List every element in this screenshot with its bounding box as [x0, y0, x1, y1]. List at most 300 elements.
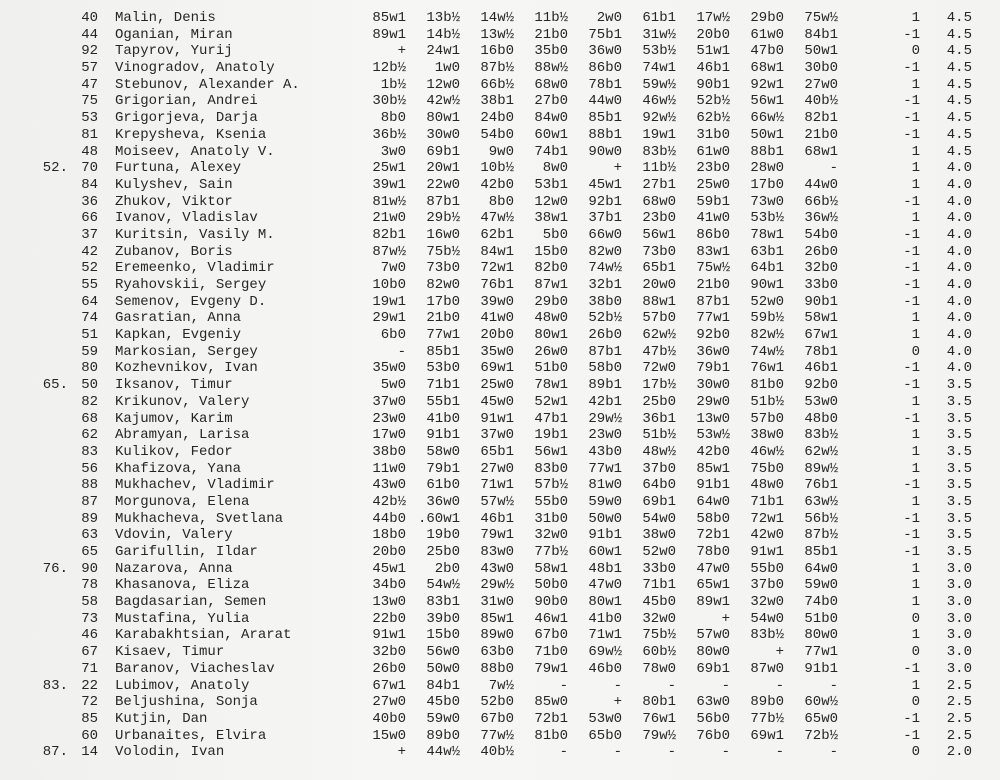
player-name: Stebunov, Alexander A. — [115, 76, 300, 93]
round-result: 87b1 — [696, 293, 730, 310]
round-result: 33b0 — [642, 560, 676, 577]
round-result: 71b1 — [750, 493, 784, 510]
player-number: 22 — [81, 677, 98, 694]
player-name: Moiseev, Anatoly V. — [115, 143, 275, 160]
points-total: 4.0 — [946, 243, 972, 260]
round-result: 40b½ — [480, 744, 514, 761]
round-result: 90w1 — [750, 277, 784, 293]
color-balance: -1 — [903, 727, 920, 744]
round-result: 90b1 — [804, 293, 838, 310]
round-result: 18b0 — [372, 527, 406, 544]
round-result: 81w0 — [588, 477, 622, 494]
round-result: 86b0 — [696, 226, 730, 243]
table-row — [0, 377, 1000, 394]
points-total: 4.0 — [946, 260, 972, 277]
round-result: 55b0 — [750, 560, 784, 577]
round-result: 36b1 — [642, 410, 676, 427]
points-total: 3.5 — [946, 527, 972, 544]
round-result: 27w0 — [372, 694, 406, 711]
round-result: 87w½ — [372, 243, 406, 260]
round-result: 45w1 — [372, 560, 406, 577]
round-result: 53b½ — [750, 210, 784, 227]
table-row — [0, 477, 1000, 494]
round-result: 66b½ — [480, 76, 514, 93]
round-result: - — [721, 677, 730, 694]
color-balance: 1 — [911, 210, 920, 227]
round-result: 81b0 — [534, 727, 568, 744]
round-result: 83b½ — [642, 143, 676, 160]
round-result: 19w1 — [372, 293, 406, 310]
round-result: 43w0 — [480, 560, 514, 577]
round-result: 83w1 — [696, 243, 730, 260]
round-result: 47w0 — [696, 560, 730, 577]
color-balance: 0 — [911, 744, 920, 761]
round-result: 78b1 — [804, 343, 838, 360]
color-balance: -1 — [903, 410, 920, 427]
round-result: 67w1 — [372, 677, 406, 694]
round-result: 37w0 — [480, 427, 514, 444]
round-result: 29b0 — [750, 10, 784, 26]
table-row — [0, 694, 1000, 711]
round-result: 91w1 — [480, 410, 514, 427]
round-result: + — [397, 744, 406, 761]
round-result: 52w0 — [642, 544, 676, 560]
round-result: 87w0 — [750, 660, 784, 677]
round-result: - — [613, 744, 622, 761]
round-result: 78w0 — [642, 660, 676, 677]
player-name: Morgunova, Elena — [115, 493, 250, 510]
points-total: 4.5 — [946, 26, 972, 43]
round-result: 23b0 — [696, 160, 730, 177]
points-total: 4.0 — [946, 193, 972, 210]
player-name: Garifullin, Ildar — [115, 544, 258, 560]
color-balance: 1 — [911, 310, 920, 327]
color-balance: -1 — [903, 544, 920, 560]
round-result: 54w0 — [642, 510, 676, 527]
player-name: Kapkan, Evgeniy — [115, 327, 242, 344]
table-row — [0, 327, 1000, 344]
place-number: 65. — [42, 377, 68, 394]
player-number: 66 — [81, 210, 98, 227]
round-result: .60w1 — [417, 510, 460, 527]
player-number: 46 — [81, 627, 98, 644]
table-row — [0, 711, 1000, 728]
color-balance: -1 — [903, 93, 920, 110]
player-name: Grigorjeva, Darja — [115, 110, 258, 127]
round-result: 26w0 — [534, 343, 568, 360]
player-number: 36 — [81, 193, 98, 210]
round-result: 39w0 — [480, 293, 514, 310]
color-balance: -1 — [903, 26, 920, 43]
round-result: 51b½ — [750, 393, 784, 410]
round-result: 47w½ — [480, 210, 514, 227]
round-result: 67b0 — [534, 627, 568, 644]
round-result: 57b0 — [750, 410, 784, 427]
round-result: 72b½ — [804, 727, 838, 744]
player-name: Khasanova, Eliza — [115, 577, 250, 594]
points-total: 3.0 — [946, 577, 972, 594]
round-result: 67b0 — [480, 710, 514, 727]
round-result: 77w1 — [426, 327, 460, 344]
round-result: - — [559, 677, 568, 694]
round-result: 47b1 — [534, 410, 568, 427]
player-number: 52 — [81, 260, 98, 277]
round-result: 61b1 — [642, 10, 676, 26]
round-result: 89b1 — [588, 377, 622, 394]
table-row — [0, 678, 1000, 695]
round-result: 78w1 — [750, 226, 784, 243]
round-result: 45b0 — [426, 694, 460, 711]
round-result: 43w0 — [372, 477, 406, 494]
round-result: 50w0 — [588, 510, 622, 527]
round-result: 20w0 — [642, 277, 676, 293]
player-name: Gasratian, Anna — [115, 310, 242, 327]
player-number: 67 — [81, 644, 98, 661]
round-result: 71w1 — [588, 627, 622, 644]
table-row — [0, 277, 1000, 294]
round-result: 17b0 — [426, 293, 460, 310]
round-result: 19b1 — [534, 427, 568, 444]
points-total: 3.0 — [946, 610, 972, 627]
round-result: 85b1 — [426, 343, 460, 360]
round-result: 64b1 — [750, 260, 784, 277]
round-result: 20b0 — [696, 26, 730, 43]
table-row — [0, 728, 1000, 745]
round-result: 8w0 — [542, 160, 568, 177]
round-result: 89w0 — [480, 627, 514, 644]
round-result: 2b0 — [434, 560, 460, 577]
table-row — [0, 627, 1000, 644]
round-result: 77b½ — [534, 544, 568, 560]
round-result: 32b0 — [804, 260, 838, 277]
round-result: 52w0 — [750, 293, 784, 310]
round-result: 82b1 — [804, 110, 838, 127]
round-result: 72b1 — [534, 710, 568, 727]
round-result: 31b0 — [696, 126, 730, 143]
player-name: Ivanov, Vladislav — [115, 210, 258, 227]
round-result: 43b0 — [588, 443, 622, 460]
round-result: 21b0 — [804, 126, 838, 143]
round-result: 27w0 — [804, 76, 838, 93]
round-result: 61b0 — [426, 477, 460, 494]
round-result: 48w½ — [642, 443, 676, 460]
table-row — [0, 127, 1000, 144]
player-name: Mukhachev, Vladimir — [115, 477, 275, 494]
table-row — [0, 310, 1000, 327]
points-total: 2.0 — [946, 744, 972, 761]
round-result: 75b1 — [588, 26, 622, 43]
round-result: 15b0 — [426, 627, 460, 644]
round-result: 74b1 — [534, 143, 568, 160]
round-result: 59w½ — [642, 76, 676, 93]
color-balance: -1 — [903, 477, 920, 494]
round-result: 40b0 — [372, 710, 406, 727]
player-number: 51 — [81, 327, 98, 344]
points-total: 3.5 — [946, 544, 972, 560]
round-result: 62b1 — [480, 226, 514, 243]
points-total: 3.5 — [946, 427, 972, 444]
color-balance: 1 — [911, 10, 920, 26]
round-result: 54b0 — [480, 126, 514, 143]
round-result: - — [829, 160, 838, 177]
round-result: 6b0 — [380, 327, 406, 344]
color-balance: 1 — [911, 443, 920, 460]
round-result: 85b1 — [804, 544, 838, 560]
round-result: 48w0 — [750, 477, 784, 494]
table-row — [0, 244, 1000, 261]
player-name: Kulikov, Fedor — [115, 443, 233, 460]
round-result: 30w0 — [426, 126, 460, 143]
round-result: 73b0 — [426, 260, 460, 277]
table-row — [0, 210, 1000, 227]
round-result: 69b1 — [642, 493, 676, 510]
round-result: 71w1 — [480, 477, 514, 494]
round-result: 89w1 — [372, 26, 406, 43]
round-result: 63w½ — [804, 493, 838, 510]
player-name: Mukhacheva, Svetlana — [115, 510, 284, 527]
color-balance: 1 — [911, 577, 920, 594]
player-number: 53 — [81, 110, 98, 127]
round-result: 64b0 — [642, 477, 676, 494]
round-result: 58w0 — [426, 443, 460, 460]
round-result: 39w1 — [372, 176, 406, 193]
round-result: 85w1 — [696, 460, 730, 477]
round-result: 12w0 — [534, 193, 568, 210]
round-result: 61w0 — [750, 26, 784, 43]
player-number: 74 — [81, 310, 98, 327]
round-result: 52b0 — [480, 694, 514, 711]
round-result: 75b½ — [426, 243, 460, 260]
round-result: 65w0 — [804, 710, 838, 727]
round-result: 47b0 — [750, 43, 784, 60]
place-number: 76. — [42, 560, 68, 577]
round-result: 69w1 — [750, 727, 784, 744]
round-result: - — [667, 744, 676, 761]
table-row — [0, 544, 1000, 561]
player-number: 44 — [81, 26, 98, 43]
color-balance: 1 — [911, 143, 920, 160]
round-result: 77b½ — [750, 710, 784, 727]
round-result: 80w0 — [804, 627, 838, 644]
round-result: 78b0 — [696, 544, 730, 560]
round-result: 77w1 — [588, 460, 622, 477]
table-row — [0, 577, 1000, 594]
player-name: Krepysheva, Ksenia — [115, 126, 267, 143]
color-balance: -1 — [903, 60, 920, 77]
place-number: 52. — [42, 160, 68, 177]
round-result: 42w½ — [426, 93, 460, 110]
round-result: 60w1 — [534, 126, 568, 143]
round-result: 36b½ — [372, 126, 406, 143]
player-number: 92 — [81, 43, 98, 60]
round-result: 72w0 — [642, 360, 676, 377]
points-total: 2.5 — [946, 694, 972, 711]
round-result: 37b0 — [750, 577, 784, 594]
round-result: - — [667, 677, 676, 694]
round-result: 25w0 — [696, 176, 730, 193]
round-result: 60w½ — [804, 694, 838, 711]
player-number: 37 — [81, 226, 98, 243]
round-result: 69w½ — [588, 644, 622, 661]
round-result: 46b0 — [588, 660, 622, 677]
player-name: Semenov, Evgeny D. — [115, 293, 267, 310]
round-result: 57b½ — [534, 477, 568, 494]
player-number: 71 — [81, 660, 98, 677]
round-result: 76w1 — [642, 710, 676, 727]
round-result: 20b0 — [480, 327, 514, 344]
round-result: 36w½ — [804, 210, 838, 227]
round-result: 32b1 — [588, 277, 622, 293]
color-balance: -1 — [903, 226, 920, 243]
round-result: 54w0 — [750, 610, 784, 627]
round-result: 59w0 — [804, 577, 838, 594]
round-result: 42w0 — [750, 527, 784, 544]
color-balance: -1 — [903, 126, 920, 143]
round-result: 53b½ — [642, 43, 676, 60]
round-result: 65b0 — [588, 727, 622, 744]
round-result: 91b1 — [804, 660, 838, 677]
round-result: 37b1 — [588, 210, 622, 227]
player-name: Eremeenko, Vladimir — [115, 260, 275, 277]
table-row — [0, 394, 1000, 411]
points-total: 3.0 — [946, 644, 972, 661]
round-result: 41w0 — [480, 310, 514, 327]
color-balance: 1 — [911, 677, 920, 694]
player-name: Kozhevnikov, Ivan — [115, 360, 258, 377]
round-result: 69b1 — [426, 143, 460, 160]
round-result: 90w0 — [588, 143, 622, 160]
round-result: 75w½ — [804, 10, 838, 26]
color-balance: -1 — [903, 510, 920, 527]
round-result: 68w0 — [534, 76, 568, 93]
points-total: 4.0 — [946, 293, 972, 310]
round-result: 35w0 — [480, 343, 514, 360]
round-result: 92w½ — [642, 110, 676, 127]
round-result: 74b0 — [804, 594, 838, 611]
round-result: 41w0 — [696, 210, 730, 227]
round-result: 30w0 — [696, 377, 730, 394]
points-total: 4.0 — [946, 310, 972, 327]
round-result: 29b½ — [426, 210, 460, 227]
round-result: 63b0 — [480, 644, 514, 661]
round-result: 42b½ — [372, 493, 406, 510]
round-result: 79w1 — [480, 527, 514, 544]
player-number: 58 — [81, 594, 98, 611]
round-result: 52b½ — [588, 310, 622, 327]
round-result: 25b0 — [642, 393, 676, 410]
round-result: 48b1 — [588, 560, 622, 577]
round-result: 8b0 — [380, 110, 406, 127]
color-balance: -1 — [903, 293, 920, 310]
round-result: 66w½ — [750, 110, 784, 127]
round-result: 59w0 — [426, 710, 460, 727]
round-result: 66b½ — [804, 193, 838, 210]
round-result: 60w1 — [588, 544, 622, 560]
table-row — [0, 260, 1000, 277]
round-result: 17b½ — [642, 377, 676, 394]
round-result: 80w1 — [534, 327, 568, 344]
round-result: 57w0 — [696, 627, 730, 644]
points-total: 4.5 — [946, 60, 972, 77]
round-result: 29w1 — [372, 310, 406, 327]
round-result: 74w½ — [750, 343, 784, 360]
round-result: 90b1 — [696, 76, 730, 93]
round-result: 44w½ — [426, 744, 460, 761]
round-result: 5w0 — [380, 377, 406, 394]
player-number: 78 — [81, 577, 98, 594]
round-result: 89b0 — [750, 694, 784, 711]
player-number: 65 — [81, 544, 98, 560]
round-result: 23w0 — [588, 427, 622, 444]
table-row — [0, 294, 1000, 311]
player-number: 80 — [81, 360, 98, 377]
round-result: 9w0 — [488, 143, 514, 160]
round-result: 11w0 — [372, 460, 406, 477]
round-result: + — [721, 610, 730, 627]
round-result: 87b½ — [804, 527, 838, 544]
round-result: 36w0 — [696, 343, 730, 360]
round-result: 69w1 — [480, 360, 514, 377]
color-balance: -1 — [903, 660, 920, 677]
round-result: + — [397, 43, 406, 60]
color-balance: 0 — [911, 610, 920, 627]
table-row — [0, 411, 1000, 428]
player-name: Iksanov, Timur — [115, 377, 233, 394]
round-result: 26b0 — [372, 660, 406, 677]
points-total: 2.5 — [946, 727, 972, 744]
table-row — [0, 561, 1000, 578]
round-result: 20w1 — [426, 160, 460, 177]
round-result: 16b0 — [480, 43, 514, 60]
player-number: 56 — [81, 460, 98, 477]
round-result: 57b0 — [642, 310, 676, 327]
player-name: Oganian, Miran — [115, 26, 233, 43]
round-result: 79b1 — [426, 460, 460, 477]
round-result: 53b0 — [426, 360, 460, 377]
round-result: 45w1 — [588, 176, 622, 193]
round-result: 72w1 — [750, 510, 784, 527]
round-result: 75w½ — [696, 260, 730, 277]
round-result: 44w0 — [588, 93, 622, 110]
round-result: 84w0 — [534, 110, 568, 127]
round-result: 65b1 — [642, 260, 676, 277]
round-result: 21b0 — [696, 277, 730, 293]
round-result: 15w0 — [372, 727, 406, 744]
round-result: 77w1 — [804, 644, 838, 661]
round-result: 82b1 — [372, 226, 406, 243]
player-number: 47 — [81, 76, 98, 93]
points-total: 4.0 — [946, 360, 972, 377]
round-result: 71b1 — [642, 577, 676, 594]
round-result: 32w0 — [534, 527, 568, 544]
round-result: 85b1 — [588, 110, 622, 127]
round-result: 44w0 — [804, 176, 838, 193]
player-number: 59 — [81, 343, 98, 360]
round-result: 2w0 — [596, 10, 622, 26]
round-result: 23w0 — [372, 410, 406, 427]
round-result: 38w0 — [642, 527, 676, 544]
player-number: 63 — [81, 527, 98, 544]
table-row — [0, 60, 1000, 77]
round-result: 77w½ — [480, 727, 514, 744]
round-result: 15b0 — [534, 243, 568, 260]
round-result: 41b0 — [588, 610, 622, 627]
round-result: 37b0 — [642, 460, 676, 477]
player-name: Tapyrov, Yurij — [115, 43, 233, 60]
round-result: 59b1 — [696, 193, 730, 210]
round-result: 24b0 — [480, 110, 514, 127]
player-number: 48 — [81, 143, 98, 160]
